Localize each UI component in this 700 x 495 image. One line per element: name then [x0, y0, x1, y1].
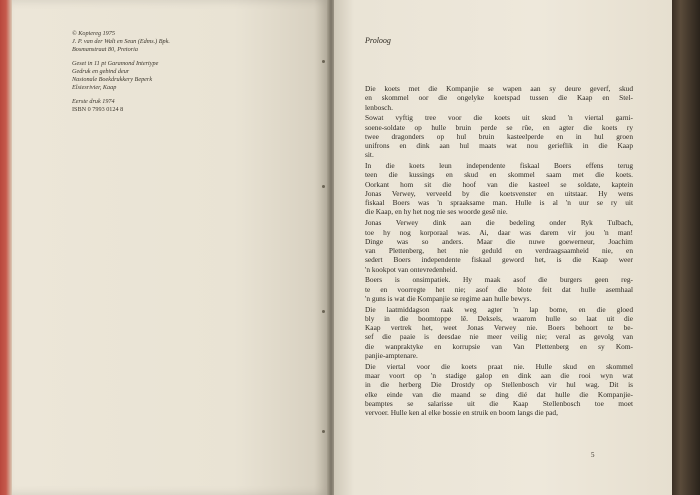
text-line: in die herberg Die Drostdy op Stellenbosch vir hul wag. Dit is	[365, 380, 633, 390]
text-line: die Kaap, en hy het nog nie ses woorde gesê nie.	[365, 207, 508, 217]
text-line: Kaap vertrek het, weet Jonas Verwey nie. Boers behoort te be-	[365, 323, 633, 333]
imprint-group	[72, 30, 252, 54]
text-line: panjie-amptenare.	[365, 350, 418, 360]
paragraph	[365, 218, 633, 274]
text-line: 'n kookpot van ontevredenheid.	[365, 264, 458, 274]
text-line: beamptes se salarisse uit die Kaap Stellenbosch toe moet	[365, 398, 633, 408]
text-line: bly in die boomtoppe lê. Deksels, waarom hulle so laat uit die	[365, 313, 633, 323]
text-line: van Plettenberg, het nie geduld en verdraagsaamheid nie, en	[365, 246, 633, 256]
show-through-text	[244, 70, 314, 130]
imprint-group	[72, 98, 252, 114]
text-line: In die koets leun independente fiskaal Boers effens terug	[365, 161, 633, 171]
imprint-line: Elsiesrivier, Kaap	[72, 84, 117, 91]
text-line: maar voort op 'n stadige galop en dink aan die rooi wyn wat	[365, 371, 633, 381]
text-line: Die koets met die Kompanjie se wapen aan sy deure geverf, skud	[365, 84, 633, 93]
body-text	[365, 84, 633, 419]
page-number: 5	[591, 451, 595, 459]
text-line: Die laatmiddagson raak weg agter 'n lap bome, en die gloed	[365, 304, 633, 314]
text-line: sef die paaie is deesdae nie meer veilig nie; veral as gevolg van	[365, 332, 633, 342]
left-page	[12, 0, 330, 495]
text-line: teen die kussings en skud en skommel saam met die koets.	[365, 170, 633, 180]
text-line: sit.	[365, 150, 374, 160]
binding-stitches	[322, 0, 326, 495]
imprint-group	[72, 60, 252, 92]
text-line: Sowat vyftig tree voor die koets uit skud 'n viertal garni-	[365, 113, 633, 123]
paragraph	[365, 305, 633, 361]
text-line: Jonas Verwey dink aan die bedeling onder Ryk Tulbach,	[365, 218, 633, 228]
text-line: unifrons en dink aan hul maats wat nou gerieflik in die Kaap	[365, 141, 633, 151]
imprint-line: © Kopiereg 1975	[72, 30, 115, 37]
paragraph	[365, 113, 633, 159]
book-page-edge	[672, 0, 700, 495]
text-line: elke einde van die maand se ding dié dat hulle die Kompanjie-	[365, 389, 633, 399]
text-line: fiskaal Boers was 'n spraaksame man. Hulle is al 'n uur se ry uit	[365, 198, 633, 208]
text-line: toe hy nog korporaal was. Ai, daar was darem vir jou 'n man!	[365, 227, 633, 237]
text-line: Oorkant hom sit die hoof van die kasteel se soldate, kaptein	[365, 179, 633, 189]
paragraph	[365, 84, 633, 112]
chapter-heading: Proloog	[365, 36, 391, 45]
imprint-line: ISBN 0 7993 0124 8	[72, 106, 124, 113]
text-line: Dinge was so anders. Maar die nuwe goewerneur, Joachim	[365, 236, 633, 246]
paragraph	[365, 161, 633, 217]
text-line: Boers is onsimpatiek. Hy maak asof die burgers geen reg-	[365, 275, 633, 285]
imprint-line: Geset in 11 pt Garamond Intertype	[72, 60, 159, 67]
imprint-line: J. P. van der Walt en Seun (Edms.) Bpk.	[72, 38, 170, 45]
text-line: Die viertal voor die koets praat nie. Hulle skud en skommel	[365, 361, 633, 371]
text-line: Jonas Verwey, verveeld by die koetsvenster en uitstaar. Hy wens	[365, 188, 633, 198]
imprint-line: Bosmanstraat 80, Pretoria	[72, 46, 138, 53]
text-line: twee dragonders op hul bruin kasteelperde en in hul groen	[365, 131, 633, 141]
text-line: lenbosch.	[365, 102, 393, 112]
imprint-line: Nasionale Boekdrukkery Beperk	[72, 76, 153, 83]
text-line: te en voorregte het nie; asof die blote feit dat hulle asemhaal	[365, 284, 633, 294]
imprint-line: Gedruk en gebind deur	[72, 68, 130, 75]
text-line: vervoer. Hulle ken al elke bossie en struik en boom langs die pad,	[365, 408, 558, 418]
text-line: 'n guns is wat die Kompanjie se regime aan hulle bewys.	[365, 293, 532, 303]
paragraph	[365, 362, 633, 418]
text-line: soene-soldate op hulle bruin perde se rûe, en agter die koets ry	[365, 122, 633, 132]
imprint-block	[72, 30, 252, 120]
imprint-line: Eerste druk 1974	[72, 98, 115, 105]
text-line: die wanpraktyke en korrupsie van Van Plettenberg en sy Kom-	[365, 341, 633, 351]
book-cover-edge	[0, 0, 12, 495]
text-line: en skommel oor die ongelyke koetspad tussen die Kaap en Stel-	[365, 93, 633, 103]
paragraph	[365, 275, 633, 303]
text-line: sedert Boers independente fiskaal geword het, is die Kaap weer	[365, 255, 633, 265]
